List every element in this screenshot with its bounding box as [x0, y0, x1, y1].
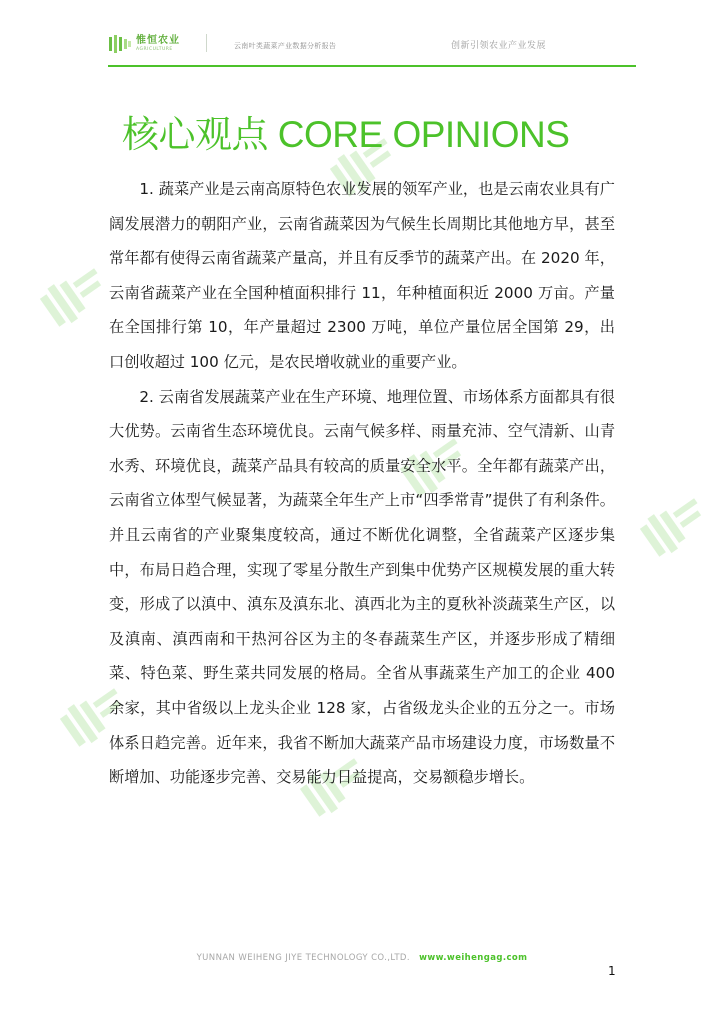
header-slogan: 创新引领农业产业发展: [450, 41, 546, 51]
header-rule: [108, 65, 636, 67]
paragraph-2: 2. 云南省发展蔬菜产业在生产环境、地理位置、市场体系方面都具有很大优势。云南省生态环境优良。云南气候多样、雨量充沛、空气清新、山青水秀、环境优良，蔬菜产品具有较高的质量安全水平。全年都有蔬菜产出，云南省立体型气候显著，为蔬菜全年生产上市“四季常青”提供了有利条件。并且云南省的产业聚集度较高，通过不断优化调整，全省蔬菜产区逐步集中，布局日趋合理，实现了零星分散生产到集中优势产区规模发展的重大转变，形成了以滇中、滇东及滇东北、滇西北为主的夏秋补淡蔬菜生产区，以及滇南、滇西南和干热河谷区为主的冬春蔬菜生产区，并逐步形成了精细菜、特色菜、野生菜共同发展的格局。全省从事蔬菜生产加工的企业 400 余家，其中省级以上龙头企业 128 家，占省级龙头企业的五分之一。市场体系日趋完善。近年来，我省不断加大蔬菜产品市场建设力度，市场数量不断增加、功能逐步完善、交易能力日益提高，交易额稳步增长。: [109, 387, 615, 787]
footer-company: YUNNAN WEIHENG JIYE TECHNOLOGY CO.,LTD.: [196, 953, 410, 963]
paragraph-1: 1. 蔬菜产业是云南高原特色农业发展的领军产业，也是云南农业具有广阔发展潜力的朝阳产业，云南省蔬菜因为气候生长周期比其他地方早，甚至常年都有使得云南省蔬菜产量高，并且有反季节的蔬菜产出。在 2020 年，云南省蔬菜产业在全国种植面积排行 11，年种植面积近 2000 万亩。产量在全国排行第 10，年产量超过 2300 万吨，单位产量位居全国第 29，出口创收超过 100 亿元，是农民增收就业的重要产业。: [109, 180, 615, 371]
watermark-logo-icon: [632, 484, 718, 565]
page-header: [108, 30, 638, 66]
page-title: 核心观点 CORE OPINIONS: [122, 114, 570, 155]
watermark-logo-icon: [32, 254, 118, 335]
logo-leaf-icon: [108, 34, 132, 54]
logo-tagline: AGRICULTURE: [136, 46, 173, 52]
report-name: 云南叶类蔬菜产业数据分析报告: [234, 42, 337, 50]
logo-name: 惟恒农业: [136, 34, 180, 46]
page-footer: [0, 953, 724, 963]
company-logo: [108, 34, 180, 54]
footer-website-link[interactable]: www.weihengag.com: [419, 953, 528, 963]
body-text: [109, 172, 615, 795]
page-number: 1: [608, 964, 616, 978]
header-divider: [206, 34, 207, 52]
